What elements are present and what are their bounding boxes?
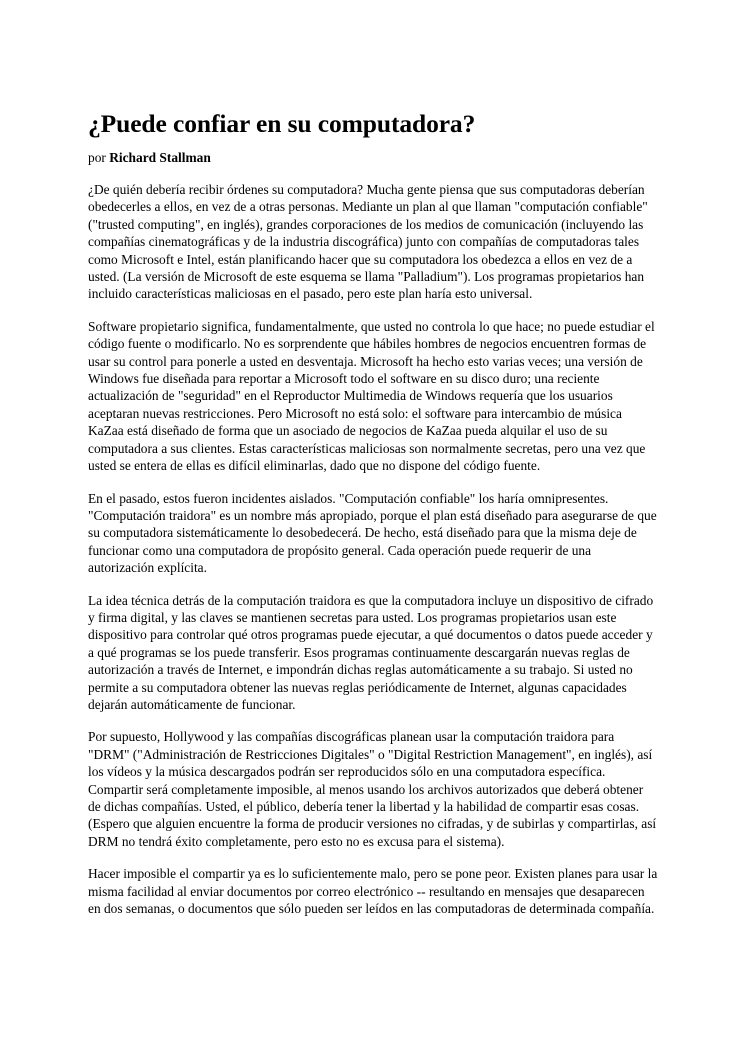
byline xyxy=(88,149,658,167)
byline-prefix: por xyxy=(88,150,106,165)
document-page xyxy=(88,109,658,932)
paragraph-3: En el pasado, estos fueron incidentes aislados. "Computación confiable" los haría omnipresentes. "Computación traidora" es un nombre más apropiado, porque el plan está diseñado para asegurarse de que su computadora sistemáticamente lo desobedecerá. De hecho, está diseñado para que la misma deje de funcionar como una computadora de propósito general. Cada operación puede requerir de una autorización explícita. xyxy=(88,490,657,576)
author-name: Richard Stallman xyxy=(109,150,211,165)
page-title: ¿Puede confiar en su computadora? xyxy=(88,109,476,138)
paragraph-2: Software propietario significa, fundamentalmente, que usted no controla lo que hace; no puede estudiar el código fuente o modificarlo. No es sorprendente que hábiles hombres de negocios encuentren formas de usar su control para ponerle a usted en desventaja. Microsoft ha hecho esto varias veces; una versión de Windows fue diseñada para reportar a Microsoft todo el software en su disco duro; una reciente actualización de "seguridad" en el Reproductor Multimedia de Windows requería que los usuarios aceptaran nuevas restricciones. Pero Microsoft no está solo: el software para intercambio de música KaZaa está diseñado de forma que un asociado de negocios de KaZaa pueda alquilar el uso de su computadora a sus clientes. Estas características maliciosas son normalmente secretas, pero una vez que usted se entera de ellas es difícil eliminarlas, dado que no dispone del código fuente. xyxy=(88,318,655,474)
paragraph-6: Hacer imposible el compartir ya es lo suficientemente malo, pero se pone peor. Existen planes para usar la misma facilidad al enviar documentos por correo electrónico -- resultando en mensajes que desaparecen en dos semanas, o documentos que sólo pueden ser leídos en las computadoras de determinada compañía. xyxy=(88,866,658,917)
paragraph-1: ¿De quién debería recibir órdenes su computadora? Mucha gente piensa que sus computadoras deberían obedecerles a ellos, en vez de a otras personas. Mediante un plan al que llaman "computación confiable" ("trusted computing", en inglés), grandes corporaciones de los medios de comunicación (incluyendo las compañías cinematográficas y de la industria discográfica) junto con compañías de computadoras tales como Microsoft e Intel, están planificando hacer que su computadora los obedezca a ellos en vez de a usted. (La versión de Microsoft de este esquema se llama "Palladium"). Los programas propietarios han incluido características maliciosas en el pasado, pero este plan haría esto universal. xyxy=(88,182,648,302)
paragraph-5: Por supuesto, Hollywood y las compañías discográficas planean usar la computación traidora para "DRM" ("Administración de Restricciones Digitales" o "Digital Restriction Management", en inglés), así los vídeos y la música descargados podrán ser reproducidos sólo en una computadora específica. Compartir será completamente imposible, al menos usando los archivos autorizados que deberá obtener de dichas compañías. Usted, el público, debería tener la libertad y la habilidad de compartir esas cosas. (Espero que alguien encuentre la forma de producir versiones no cifradas, y de subirlas y compartirlas, así DRM no tendrá éxito completamente, pero esto no es excusa para el sistema). xyxy=(88,729,657,849)
paragraph-4: La idea técnica detrás de la computación traidora es que la computadora incluye un dispositivo de cifrado y firma digital, y las claves se mantienen secretas para usted. Los programas propietarios usan este dispositivo para controlar qué otros programas puede ejecutar, a qué documentos o datos puede acceder y a qué programas se los puede transferir. Esos programas continuamente descargarán nuevas reglas de autorización a través de Internet, e impondrán dichas reglas automáticamente a su trabajo. Si usted no permite a su computadora obtener las nuevas reglas periódicamente de Internet, algunas capacidades dejarán automáticamente de funcionar. xyxy=(88,592,654,712)
